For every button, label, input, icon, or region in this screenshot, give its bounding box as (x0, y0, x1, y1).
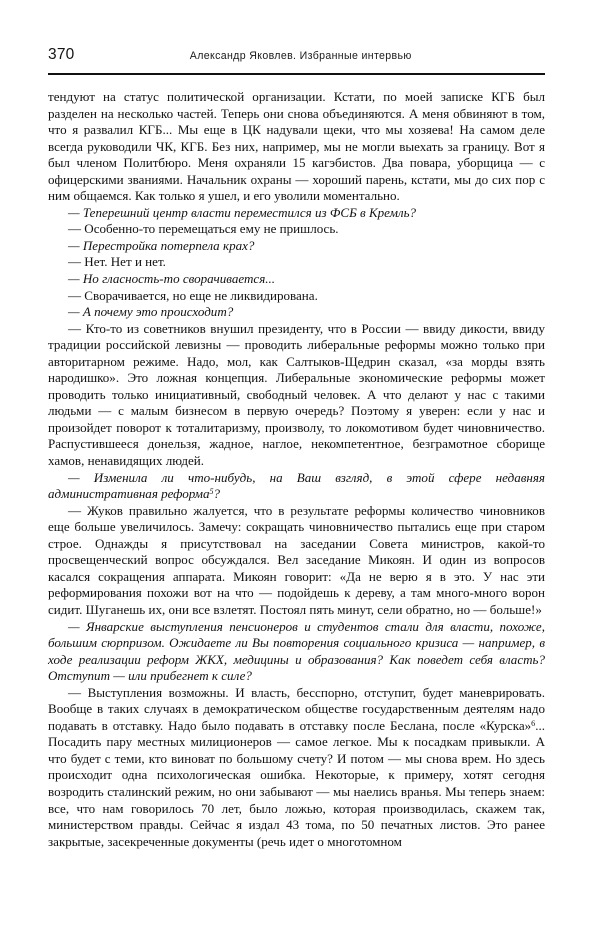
interview-question (48, 205, 545, 222)
interview-question (48, 238, 545, 255)
paragraph-text: — Теперешний центр власти переместился из ФСБ в Кремль? (68, 204, 417, 220)
paragraph-text: тендуют на статус политической организации. Кстати, по моей записке КГБ был разделен на несколько частей. Теперь они снова объединяются. А меня обвиняют в том, что я развалил КГБ... Мы еще в ЦК надували щеки, что мы хозяева! На самом деле всегда руководили ЧК, КГБ. Без них, например, мы не могли выехать за границу. Вот я был членом Политбюро. Меня охраняли 15 кагэбистов. Два повара, уборщица — с офицерскими званиями. Начальник охраны — хороший парень, кстати, мы до сих пор с ним общаемся. Как только я ушел, и его уволили моментально. (48, 89, 545, 204)
interview-answer (48, 685, 545, 850)
running-head-title: Александр Яковлев. Избранные интервью (189, 50, 412, 62)
paragraph-text: — Январские выступления пенсионеров и студентов стали для власти, похоже, большим сюрпризом. Ожидаете ли Вы повторения социального кризиса — например, в ходе реализации реформ ЖКХ, медицины и образования? Как поведет себя власть? Отступит — или прибегнет к силе? (48, 618, 545, 684)
page-number: 370 (48, 46, 75, 63)
interview-question (48, 271, 545, 288)
interview-question (48, 619, 545, 685)
interview-question (48, 470, 545, 503)
footnote-reference[interactable]: 5 (209, 487, 214, 497)
paragraph-text: — А почему это происходит? (68, 304, 234, 320)
paragraph-text: — Но гласность-то сворачивается... (68, 271, 276, 287)
paragraph-text: — Нет. Нет и нет. (68, 254, 166, 270)
paragraph-text: — Перестройка потерпела крах? (68, 237, 255, 253)
interview-answer (48, 321, 545, 470)
paragraph-text: — Кто-то из советников внушил президенту, что в России — ввиду дикости, ввиду традиции российской левизны — проводить либеральные реформы можно только при авторитарном режиме. Надо, мол, как Салтыков-Щедрин сказал, «за морды взять народишко». Это ложная концепция. Либеральные экономические реформы может проводить только инициативный, свободный человек. А что делают у нас с такими людьми — с малым бизнесом в первую очередь? Поэтому я уверен: если у нас и произойдет поворот к тоталитаризму, произволу, то локомотивом будет чиновничество. Распустившееся донельзя, жадное, наглое, некомпетентное, безграмотное сборище хамов, ненавидящих людей. (48, 320, 545, 469)
footnote-reference[interactable]: 6 (531, 718, 536, 728)
paragraph-text: — Выступления возможны. И власть, бесспорно, отступит, будет маневрировать. Вообще в таких случаях в демократическом обществе государственным деятелям надо подавать в отставку. Надо было подавать в отставку после Беслана, после «Курска»$^6$... Посадить пару местных милиционеров — самое легкое. Мы к посадкам привыкли. А что будет с теми, кто виноват по большому счету? И потом — мы снова врем. Но здесь происходит одна психологическая ошибка. Некоторые, к примеру, хотят сегодня возродить сталинский режим, но они забывают — мы наелись вранья. Мы теперь знаем: все, что нам говорилось 70 лет, было ложью, которая производилась, скажем так, министерством правды. Сейчас я издал 43 тома, по 50 печатных листов. Это ранее закрытые, засекреченные документы (речь идет о многотомном (48, 684, 545, 849)
header-row (48, 47, 545, 69)
interview-answer (48, 503, 545, 619)
paragraph-text: — Изменила ли что-нибудь, на Ваш взгляд, в этой сфере недавняя административная реформа$^5$? (48, 469, 545, 502)
interview-answer (48, 288, 545, 305)
header-divider-rule (48, 73, 545, 75)
interview-answer (48, 254, 545, 271)
paragraph-text: — Жуков правильно жалуется, что в результате реформы количество чиновников еще больше увеличилось. Замечу: сокращать чиновничество пытались еще при старом строе. Однажды я присутствовал на заседании Совета министров, какой-то просвещенческий вопрос обсуждался. Вел заседание Микоян. И один из вопросов касался сокращения аппарата. Микоян говорит: «Да не верю я в это. У нас эти реформирования похожи вот на что — подойдешь к дереву, а там много-много ворон сидит. Шуганешь их, они все взлетят. Постоял пять минут, сели обратно, но — больше!» (48, 502, 545, 617)
interview-answer (48, 89, 545, 205)
paragraph-text: — Сворачивается, но еще не ликвидирована. (68, 287, 318, 303)
page-body-text (48, 89, 545, 850)
interview-answer (48, 221, 545, 238)
interview-question (48, 304, 545, 321)
page-header (48, 47, 545, 77)
paragraph-text: — Особенно-то перемещаться ему не пришлось. (68, 221, 339, 237)
